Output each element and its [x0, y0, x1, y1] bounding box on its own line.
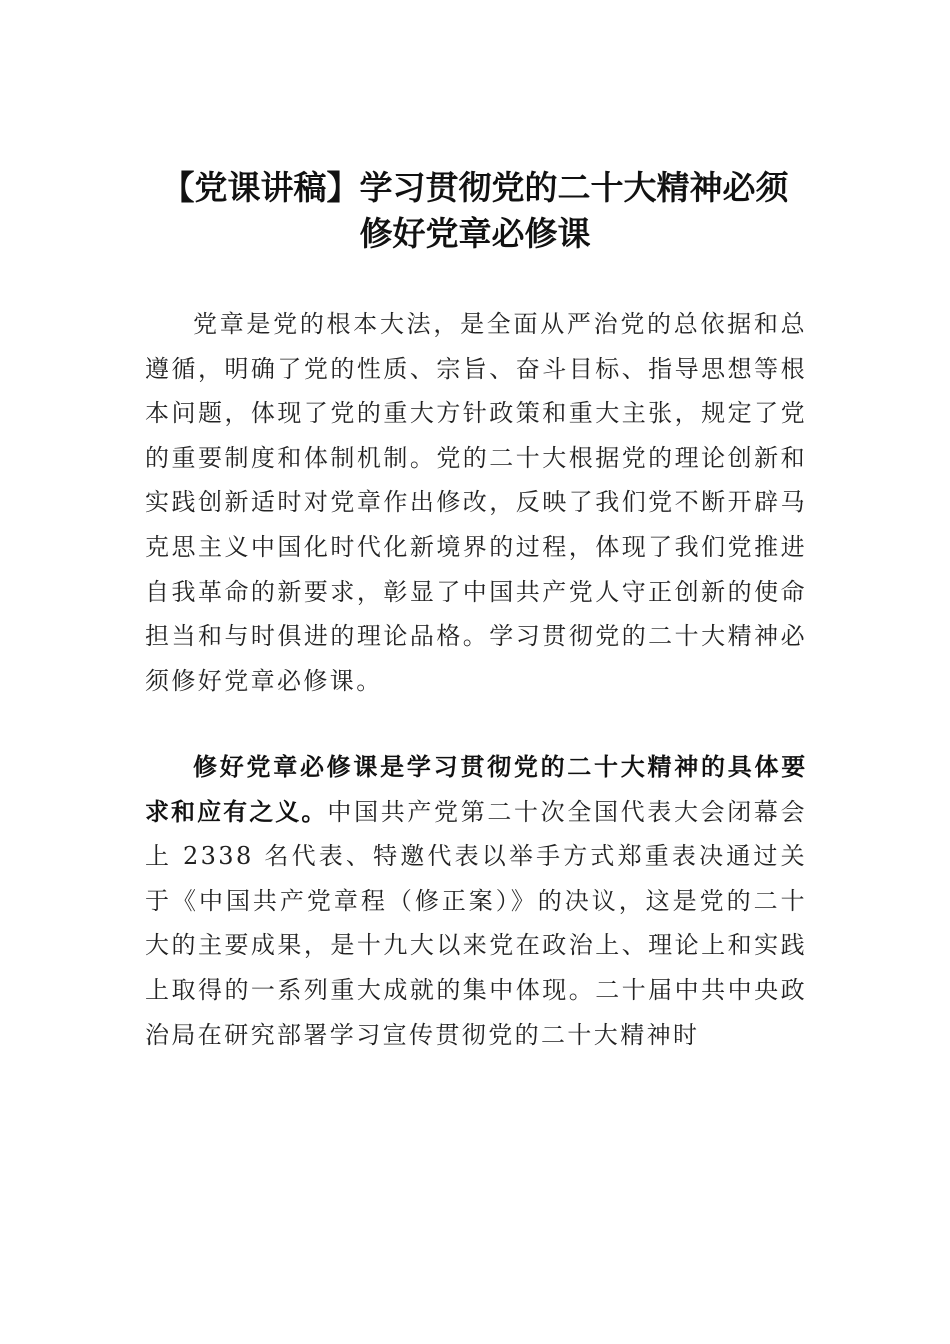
document-title	[100, 165, 850, 257]
title-line-1: 【党课讲稿】学习贯彻党的二十大精神必须	[161, 168, 789, 207]
title-line-2: 修好党章必修课	[359, 214, 591, 253]
paragraph-2-lead: 修好党章必修课是学习贯彻党的二十大精神的具体要求和应有之义。	[145, 753, 807, 826]
paragraph-2	[145, 745, 807, 1057]
paragraph-1: 党章是党的根本大法，是全面从严治党的总依据和总遵循，明确了党的性质、宗旨、奋斗目标、指导思想等根本问题，体现了党的重大方针政策和重大主张，规定了党的重要制度和体制机制。党的二十大根据党的理论创新和实践创新适时对党章作出修改，反映了我们党不断开辟马克思主义中国化时代化新境界的过程，体现了我们党推进自我革命的新要求，彰显了中国共产党人守正创新的使命担当和与时俱进的理论品格。学习贯彻党的二十大精神必须修好党章必修课。	[145, 310, 807, 695]
paragraph-2-body: 中国共产党第二十次全国代表大会闭幕会上 2338 名代表、特邀代表以举手方式郑重表决通过关于《中国共产党章程（修正案）》的决议，这是党的二十大的主要成果，是十九大以来党在政治上、理论上和实践上取得的一系列重大成就的集中体现。二十届中共中央政治局在研究部署学习宣传贯彻党的二十大精神时	[145, 797, 807, 1049]
